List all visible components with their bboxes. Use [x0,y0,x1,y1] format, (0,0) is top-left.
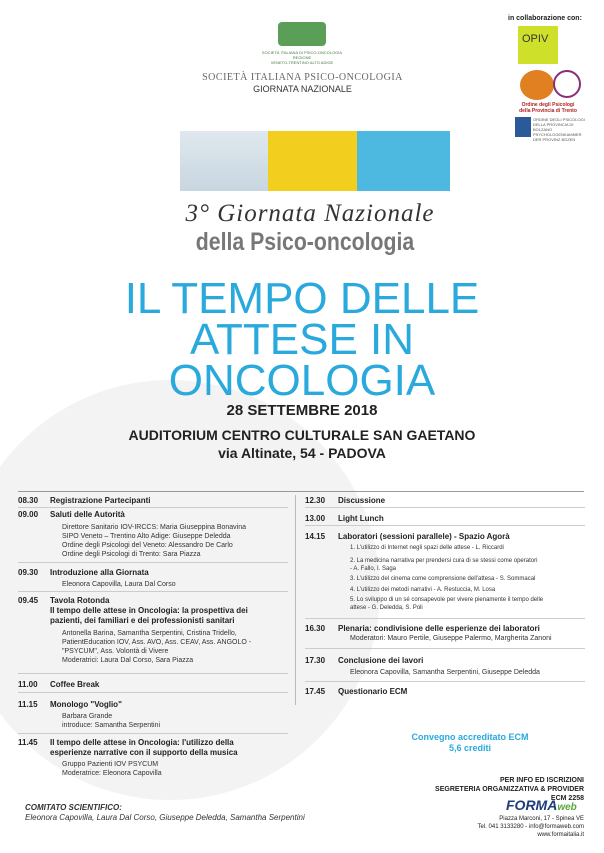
rule [305,525,585,526]
ordine-bolzano-caption: ORDINE DEGLI PSICOLOGI DELLA PROVINCIA DI BOLZANO PSYCHOLOGENKAMMER DER PROVINZ BOZEN [533,117,585,142]
formaweb-logo: FORMAweb [506,797,577,813]
program-item-subtitle: Il tempo delle attese in Oncologia: la prospettiva dei [50,606,248,615]
collaboration-label: in collaborazione con: [508,15,582,22]
program-item-detail: Gruppo Pazienti IOV PSYCUM [62,761,159,768]
program-item-subtitle: esperienze narrative con il supporto della musica [50,748,238,757]
ordine-trento-logo [520,70,554,100]
main-title: IL TEMPO DELLE ATTESE IN ONCOLOGIA [124,274,480,405]
ordine-trento-caption: Ordine degli Psicologi della Provincia di Trento [519,102,577,114]
rule [305,648,585,649]
program-item-title: Coffee Break [50,680,100,689]
organizer-address: Piazza Marconi, 17 - Spinea VE Tel. 041 3133280 - info@formaweb.com www.formaitalia.it [477,816,584,838]
program-item-detail: Moderatrice: Eleonora Capovilla [62,770,162,777]
program-item-detail: Moderatrici: Laura Dal Corso, Sara Piazza [62,657,194,664]
ecm-accreditation: Convegno accreditato ECM 5,6 crediti [411,732,529,753]
time: 17.30 [305,656,326,665]
time: 16.30 [305,624,326,633]
rule [18,692,288,693]
workshop-item: 3. L'utilizzo del cinema come comprensione dell'attesa - S. Sommacal [350,576,536,582]
time: 14.15 [305,532,326,541]
program-item-title: Plenaria: condivisione delle esperienze dei laboratori [338,624,540,633]
program-item-title: Introduzione alla Giornata [50,568,149,577]
program-item-detail: "PSYCUM", Ass. Volontà di Vivere [62,648,169,655]
giornata-nazionale-label: GIORNATA NAZIONALE [253,84,352,94]
hearts-pattern-image [357,131,450,191]
event-address: via Altinate, 54 - PADOVA [218,445,386,461]
sipo-name: SOCIETÀ ITALIANA PSICO-ONCOLOGIA [202,72,403,83]
sipo-logo-caption: SOCIETÀ ITALIANA DI PSICO-ONCOLOGIA REGIONE VENETO-TRENTINO ALTO ADIGE [261,50,343,65]
doctors-photo [180,131,272,191]
rule [305,681,585,682]
program-item-detail: Ordine degli Psicologi di Trento: Sara Piazza [62,551,201,558]
program-item-title: Discussione [338,496,386,505]
program-item-title: Light Lunch [338,514,384,523]
ordine-trento-logo-ring [553,70,581,98]
time: 09.00 [18,510,39,519]
program-item-detail: Antonella Barina, Samantha Serpentini, Cristina Tridello, [62,630,237,637]
event-date: 28 SETTEMBRE 2018 [226,402,378,419]
time: 11.00 [18,680,38,689]
time: 12.30 [305,496,326,505]
event-venue: AUDITORIUM CENTRO CULTURALE SAN GAETANO [128,427,476,443]
workshop-item: attese - G. Deledda, S. Poli [350,605,423,611]
program-item-detail: Ordine degli Psicologi del Veneto: Alessandro De Carlo [62,542,233,549]
program-item-detail: PatientEducation IOV, Ass. AVO, Ass. CEAV, Ass. ANGOLO - [62,639,252,646]
program-item-detail: introduce: Samantha Serpentini [62,722,161,729]
program-item-title: Conclusione dei lavori [338,656,424,665]
rule [18,673,288,674]
program-item-title: Registrazione Partecipanti [50,496,151,505]
rule [18,562,288,563]
rule [18,507,288,508]
time: 11.45 [18,738,38,747]
rule [18,591,288,592]
column-divider [295,495,296,705]
program-item-title: Tavola Rotonda [50,596,110,605]
rule [305,618,585,619]
scientific-committee-members: Eleonora Capovilla, Laura Dal Corso, Giuseppe Deledda, Samantha Serpentini [25,813,305,822]
program-item-detail: Moderatori: Mauro Pertile, Giuseppe Palermo, Margherita Zanoni [350,635,552,642]
workshop-item: 1. L'utilizzo di Internet negli spazi delle attese - L. Riccardi [350,545,504,551]
time: 11.15 [18,700,38,709]
sipo-logo [278,22,326,46]
time: 17.45 [305,687,326,696]
program-item-title: Monologo "Voglio" [50,700,122,709]
rule [18,733,288,734]
opiv-logo [518,26,558,64]
time: 08.30 [18,496,39,505]
time: 09.30 [18,568,39,577]
divider [18,491,584,492]
program-item-title: Saluti delle Autorità [50,510,125,519]
program-item-detail: SIPO Veneto – Trentino Alto Adige: Giuseppe Deledda [62,533,231,540]
program-item-title: Questionario ECM [338,687,408,696]
family-hammock-photo [268,131,358,191]
time: 09.45 [18,596,39,605]
program-item-detail: Eleonora Capovilla, Samantha Serpentini, Giuseppe Deledda [350,669,540,676]
program-item-title: Il tempo delle attese in Oncologia: l'utilizzo della [50,738,234,747]
time: 13.00 [305,514,326,523]
workshop-item: 2. La medicina narrativa per prendersi cura di se stessi come operatori [350,558,538,564]
scientific-committee-label: COMITATO SCIENTIFICO: [25,803,122,812]
program-item-detail: Barbara Grande [62,713,113,720]
opiv-logo-text: OPIV [522,33,549,45]
event-subject: della Psico-oncologia [195,228,415,256]
ordine-bolzano-logo [515,117,531,137]
program-item-detail: Eleonora Capovilla, Laura Dal Corso [62,581,176,588]
program-item-subtitle: pazienti, dei familiari e dei professionisti sanitari [50,616,235,625]
workshop-item: 4. L'utilizzo dei metodi narrativi - A. Restuccia, M. Losa [350,587,496,593]
program-item-detail: Direttore Sanitario IOV-IRCCS: Maria Giuseppina Bonavina [62,524,247,531]
program-item-title: Laboratori (sessioni parallele) - Spazio Agorà [338,532,510,541]
info-heading: PER INFO ED ISCRIZIONI SEGRETERIA ORGANIZZATIVA & PROVIDER ECM 2258 [435,777,584,802]
background-shape [0,380,380,800]
event-edition: 3° Giornata Nazionale [185,200,435,227]
workshop-item: 5. Lo sviluppo di un sé consapevole per vivere pienamente il tempo delle [350,597,544,603]
rule [305,507,585,508]
workshop-item: - A. Fallo, I. Saga [350,566,397,572]
